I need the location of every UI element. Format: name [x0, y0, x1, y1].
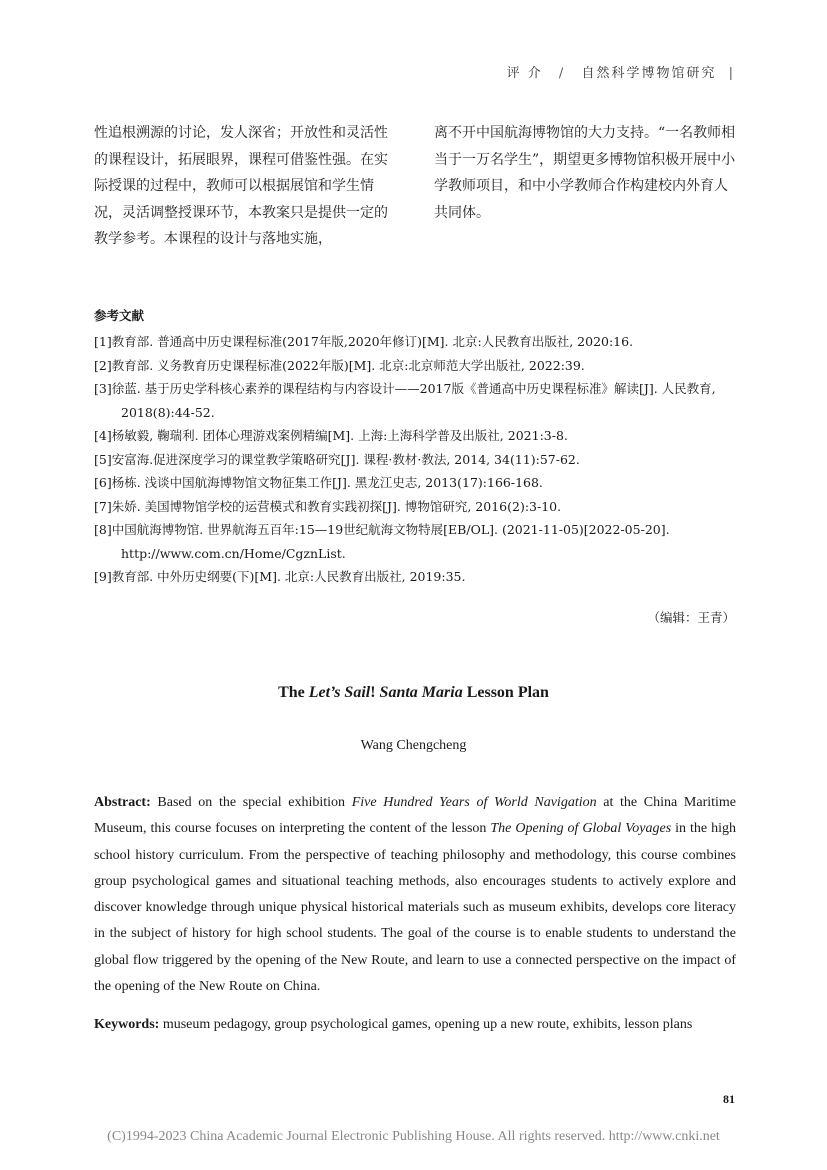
abstract-text: Based on the special exhibition	[150, 795, 352, 810]
title-italic-santa-maria: Santa Maria	[379, 684, 463, 701]
title-italic-lets-sail: Let’s Sail	[308, 684, 371, 701]
reference-item: [3]徐蓝. 基于历史学科核心素养的课程结构与内容设计——2017版《普通高中历史课程标准》解读[J]. 人民教育, 2018(8):44-52.	[94, 381, 716, 420]
reference-item: [1]教育部. 普通高中历史课程标准(2017年版,2020年修订)[M]. 北京:人民教育出版社, 2020:16.	[94, 334, 634, 349]
title-mid: !	[370, 684, 380, 701]
keywords-text: museum pedagogy, group psychological games, opening up a new route, exhibits, lesson plans	[159, 1017, 693, 1032]
abstract	[94, 790, 736, 1000]
reference-item: [6]杨栋. 浅谈中国航海博物馆文物征集工作[J]. 黑龙江史志, 2013(17):166-168.	[94, 475, 543, 490]
header-journal: 自然科学博物馆研究	[581, 66, 717, 81]
reference-item: [4]杨敏毅, 鞠瑞利. 团体心理游戏案例精编[M]. 上海:上海科学普及出版社, 2021:3-8.	[94, 428, 568, 443]
english-title	[0, 684, 827, 702]
reference-item: [2]教育部. 义务教育历史课程标准(2022年版)[M]. 北京:北京师范大学出版社, 2022:39.	[94, 357, 585, 373]
reference-item: [9]教育部. 中外历史纲要(下)[M]. 北京:人民教育出版社, 2019:35.	[94, 569, 466, 584]
header-section: 评 介	[506, 66, 543, 81]
keywords	[94, 1012, 736, 1038]
abstract-italic: The Opening of Global Voyages	[490, 821, 672, 837]
body-text-right-column: 离不开中国航海博物馆的大力支持。“一名教师相当于一万名学生”，期望更多博物馆积极开展中小学教师项目，和中小学教师合作构建校内外育人共同体。	[434, 125, 736, 221]
references-title: 参考文献	[94, 308, 145, 323]
copyright-footer: (C)1994-2023 China Academic Journal Electronic Publishing House. All rights reserved. http://www.cnki.net	[107, 1129, 720, 1144]
references-list	[94, 330, 739, 589]
body-text-left-column: 性追根溯源的讨论，发人深省；开放性和灵活性的课程设计，拓展眼界，课程可借鉴性强。在实际授课的过程中，教师可以根据展馆和学生情况，灵活调整授课环节，本教案只是提供一定的教学参考。本课程的设计与落地实施，	[94, 125, 388, 247]
abstract-label: Abstract:	[94, 795, 151, 810]
author-name: Wang Chengcheng	[360, 738, 467, 753]
header-separator: /	[558, 66, 566, 81]
reference-item: [5]安富海.促进深度学习的课堂教学策略研究[J]. 课程·教材·教法, 2014, 34(11):57-62.	[94, 451, 580, 467]
abstract-italic: Five Hundred Years of World Navigation	[351, 795, 597, 810]
abstract-text: in the high school history curriculum. From the perspective of teaching philosophy and methodology, this course combines group psychological games and situational teaching methods, also encourages students to actively explore and discover knowledge through unique physical historical materials such as museum exhibits, develops core literacy in the subject of history for high school students. The goal of the course is to enable students to understand the global flow triggered by the opening of the New Route, and learn to use a connected perspective on the impact of the opening of the New Route on China.	[94, 821, 736, 995]
title-pre: The	[278, 684, 309, 701]
abstract-text: at the China Maritime Museum, this course focuses on interpreting the content of the lesson	[94, 795, 737, 837]
title-post: Lesson Plan	[462, 684, 549, 701]
page-number: 81	[723, 1092, 735, 1106]
header-bar: |	[728, 66, 735, 81]
reference-item: [8]中国航海博物馆. 世界航海五百年:15—19世纪航海文物特展[EB/OL]. (2021-11-05)[2022-05-20]. http://www.com.cn/Home/CgznList.	[94, 522, 670, 561]
keywords-label: Keywords:	[94, 1017, 160, 1032]
running-header	[507, 62, 735, 81]
reference-item: [7]朱娇. 美国博物馆学校的运营模式和教育实践初探[J]. 博物馆研究, 2016(2):3-10.	[94, 498, 562, 514]
editor-note: （编辑：王青）	[647, 610, 735, 625]
